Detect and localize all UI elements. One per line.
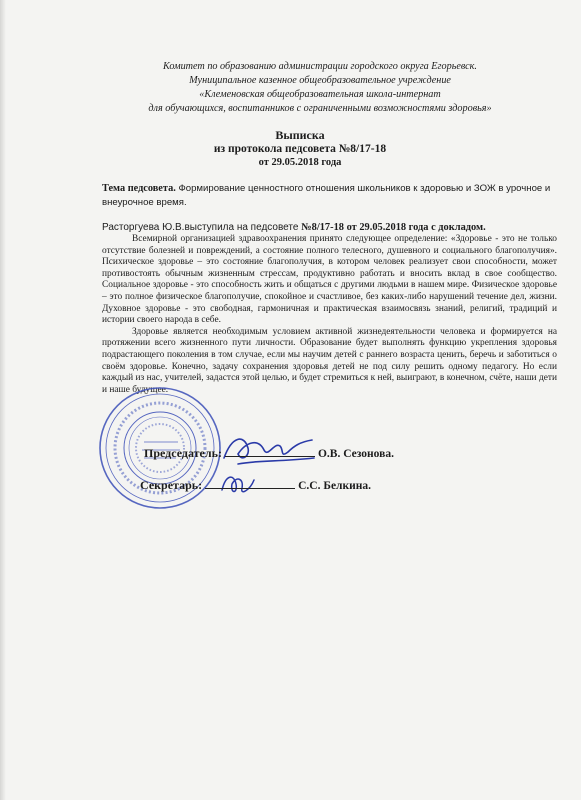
chair-underline xyxy=(225,455,315,457)
title-heading: Выписка xyxy=(275,128,325,142)
chair-signature-line xyxy=(144,446,394,461)
secretary-signature-line xyxy=(140,478,371,493)
letterhead-line-2: Муниципальное казенное общеобразовательное учреждение xyxy=(189,75,451,86)
secretary-role: Секретарь: xyxy=(140,478,203,492)
topic-text: Формирование ценностного отношения школьников к здоровью и ЗОЖ в урочное и внеурочное время. xyxy=(102,183,551,208)
title-date: от 29.05.2018 года xyxy=(258,157,342,168)
title-protocol: из протокола педсовета №8/17-18 xyxy=(213,143,387,155)
topic-label: Тема педсовета. xyxy=(102,183,176,194)
body-paragraph-1: Всемирной организацией здравоохранения принято следующее определение: «Здоровье - это не только отсутствие болезней и повреждений, а состояние полного телесного, душевного и социального благополучия». Психическое здоровье – это состояние благополучия, в котором человек реализует свои способности, может противостоять обычным жизненным стрессам, продуктивно работать и вносить вклад в свое сообщество. Социальное здоровье - это способность жить и общаться с другими людьми в нашем мире. Физическое здоровье – это полное физическое благополучие, спокойное и счастливое, без каких-либо нарушений течение дел, жизни. Духовное здоровье - это свободная, гармоничная и практическая взаимосвязь знаний, религий, традиций и истории своего народа в себе. xyxy=(102,234,557,326)
body-paragraph-2: Здоровье является необходимым условием активной жизнедеятельности человека и формируется на протяжении всего жизненного пути личности. Образование будет выполнять функцию укрепления здоровья подрастающего поколения в том случае, если мы научим детей с раннего возраста ценить, беречь и заботиться о своём здоровье. Конечно, задачу сохранения здоровья детей не под силу решить одному педагогу. Но если каждый из нас, учителей, задастся этой целью, и будет стремиться к ней, выиграют, в конечном, счёте, наши дети и наше будущее. xyxy=(102,326,557,395)
report-body xyxy=(102,234,557,396)
meeting-topic xyxy=(102,182,557,210)
speaker-protocol: №8/17-18 от 29.05.2018 года с докладом. xyxy=(301,222,486,233)
secretary-name: С.С. Белкина. xyxy=(298,480,372,492)
speaker-line xyxy=(102,221,562,234)
document-title xyxy=(150,128,450,170)
chair-role: Председатель: xyxy=(144,446,222,460)
secretary-underline xyxy=(205,487,295,489)
letterhead-line-4: для обучающихся, воспитанников с ограниченными возможностями здоровья» xyxy=(148,103,492,114)
chair-name: О.В. Сезонова. xyxy=(317,448,394,460)
letterhead-line-3: «Клеменовская общеобразовательная школа-интернат xyxy=(199,89,441,100)
letterhead-line-1: Комитет по образованию администрации городского округа Егорьевск. xyxy=(163,61,477,72)
speaker-text: Расторгуева Ю.В.выступила на педсовете xyxy=(102,222,302,233)
letterhead xyxy=(100,60,540,116)
scan-edge xyxy=(0,0,6,800)
